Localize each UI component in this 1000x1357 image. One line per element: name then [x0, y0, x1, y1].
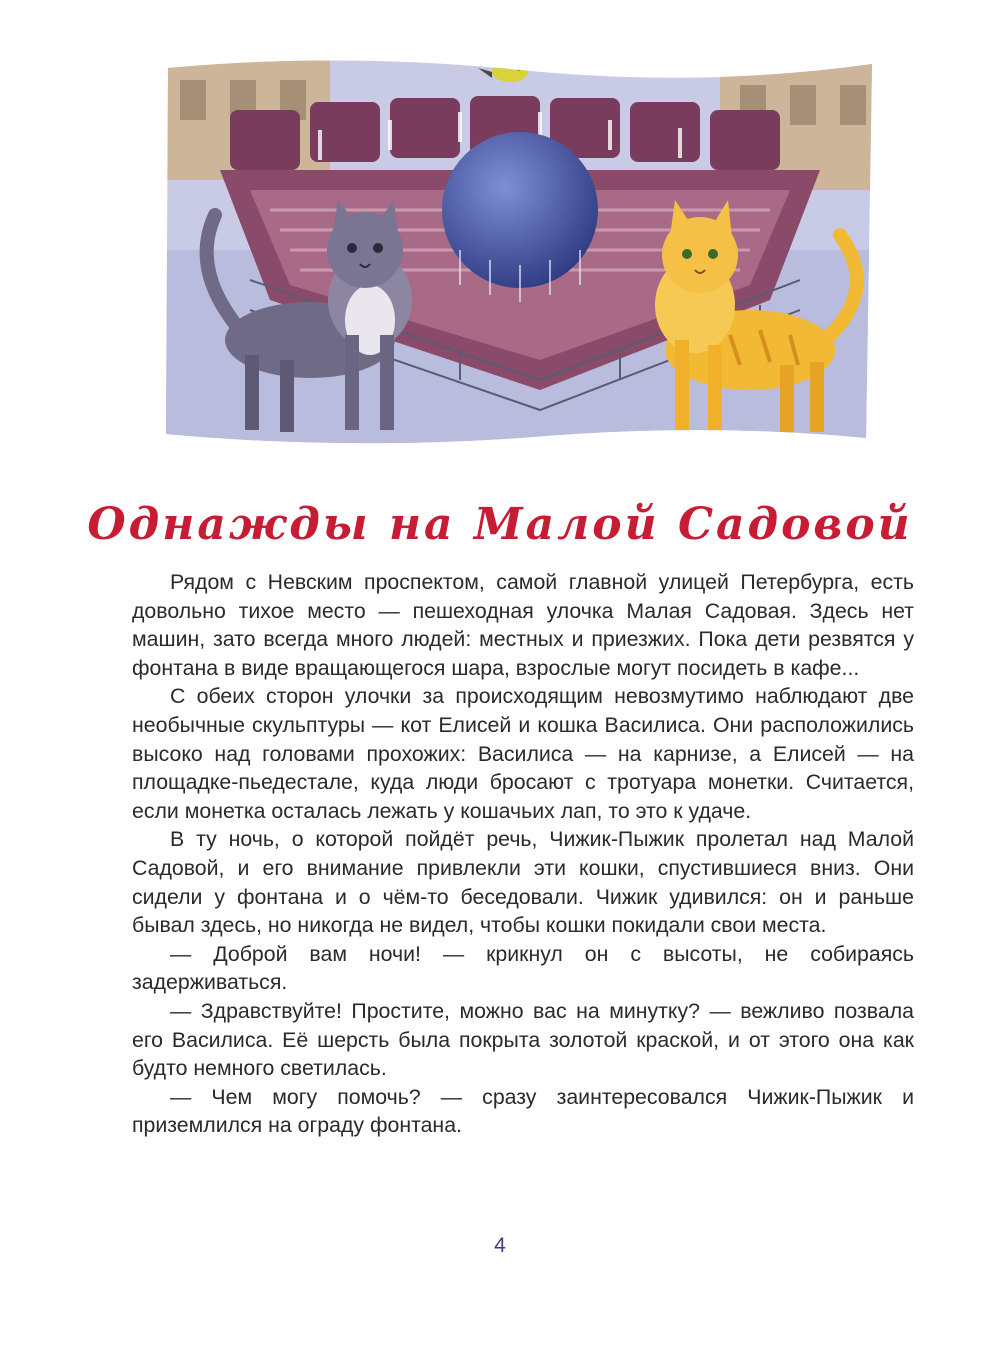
story-text	[132, 568, 914, 1140]
chapter-title: Однажды на Малой Садовой	[87, 499, 913, 551]
sphere	[442, 132, 598, 288]
paragraph: — Чем могу помочь? — сразу заинтересовался Чижик-Пыжик и приземлился на ограду фонтана.	[132, 1084, 914, 1138]
paragraph: — Здравствуйте! Простите, можно вас на минутку? — вежливо позвала его Василиса. Её шерсть была покрыта золотой краской, и от этого она как будто немного светилась.	[132, 998, 914, 1081]
paragraph: — Доброй вам ночи! — крикнул он с высоты, не собираясь задерживаться.	[132, 941, 914, 995]
fountain-scene-icon	[160, 50, 880, 445]
paragraph: Рядом с Невским проспектом, самой главной улицей Петербурга, есть довольно тихое место — пешеходная улочка Малая Садовая. Здесь нет машин, зато всегда много людей: местных и приезжих. Пока дети резвятся у фонтана в виде вращающегося шара, взрослые могут посидеть в кафе...	[132, 570, 914, 680]
fountain-illustration	[160, 50, 880, 445]
page-number: 4	[494, 1234, 506, 1257]
paragraph: В ту ночь, о которой пойдёт речь, Чижик-Пыжик пролетал над Малой Садовой, и его внимание привлекли эти кошки, спустившиеся вниз. Они сидели у фонтана и о чём-то беседовали. Чижик удивился: он и раньше бывал здесь, но никогда не видел, чтобы кошки покидали свои места.	[132, 827, 914, 938]
paragraph: С обеих сторон улочки за происходящим невозмутимо наблюдают две необычные скульптуры — кот Елисей и кошка Василиса. Они расположились высоко над головами прохожих: Василиса — на карнизе, а Елисей — на площадке-пьедестале, куда люди бросают с тротуара монетки. Считается, если монетка осталась лежать у кошачьих лап, то это к удаче.	[132, 684, 914, 823]
